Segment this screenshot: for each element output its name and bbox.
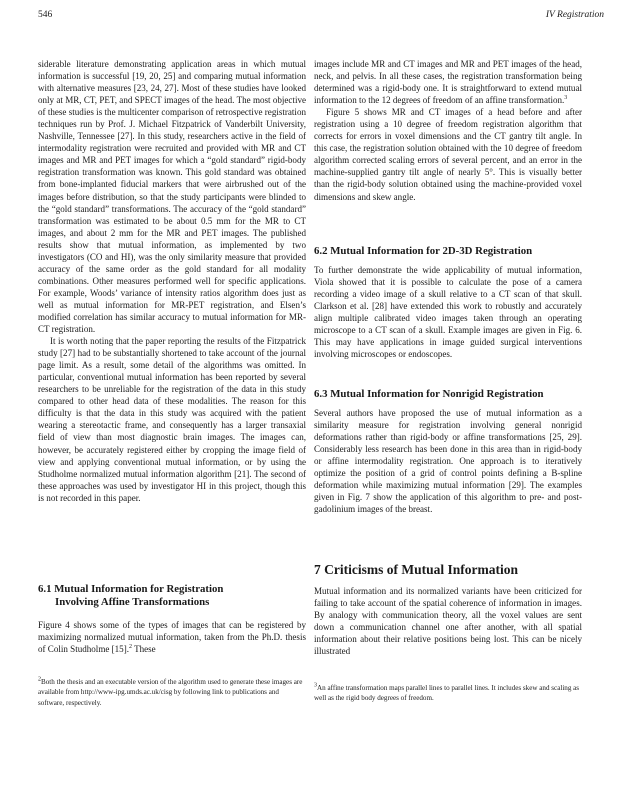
section-heading-6-1: [38, 583, 306, 609]
left-column: [38, 58, 306, 504]
body-paragraph: Mutual information and its normalized variants have been criticized for failing to take account of the spatial coherence of information in images. By analogy with communication theory, all the voxel values are sent down a communication channel one after another, with all spatial information about their relative positions being lost. This can be nicely illustrated: [314, 586, 582, 657]
body-paragraph: To further demonstrate the wide applicability of mutual information, Viola showed that it is possible to calculate the pose of a camera recording a video image of a skull relative to a CT scan of that skull. Clarkson et al. [28] have extended this work to robustly and accurately align multiple calibrated video images taken through an operating microscope to a CT scan of a skull. Example images are given in Fig. 6. This may have applications in image guided surgical interventions involving microscopes or endoscopes.: [314, 265, 582, 360]
footnote-mark: 3: [314, 682, 317, 689]
footnote-text: An affine transformation maps parallel lines to parallel lines. It includes skew and scaling as well as the rigid body degrees of freedom.: [314, 684, 580, 703]
body-paragraph: It is worth noting that the paper reporting the results of the Fitzpatrick study [27] had to be substantially shortened to take account of the journal page limit. As a result, some detail of the algorithms was omitted. In particular, conventional mutual information has been reported by several researchers to be unreliable for the registration of the data in this study compared to other head data of these modalities. The reason for this difficulty is that the data in this study was acquired with the patient wearing a stereotactic frame, and consequently has a larger transaxial field of view than most diagnostic brain images. The images can, however, be accurately registered either by cropping the image field of view and applying conventional mutual information, or by using the Studholme normalized mutual information algorithm [21]. The second of these approaches was used by investigator HI in this project, though this is not recorded in this paper.: [38, 336, 306, 503]
section-heading-line: Involving Affine Transformations: [55, 596, 210, 608]
left-column-continued: [38, 619, 306, 655]
page-number: 546: [38, 10, 53, 20]
section-heading-6-3: 6.3 Mutual Information for Nonrigid Registration: [314, 388, 544, 400]
footnote-2: [38, 677, 306, 708]
body-paragraph: siderable literature demonstrating application areas in which mutual information is successful [19, 20, 25] and comparing mutual information with alternative measures [23, 24, 27]. Most of these studies have looked only at MR, CT, PET, and SPECT images of the head. The most objective of these studies is the multicenter comparison of retrospective registration techniques run by Prof. J. Michael Fitzpatrick of Vanderbilt University, Nashville, Tennessee [27]. In this study, researchers active in the field of intermodality registration were recruited and provided with MR and CT images and MR and PET images for which a “gold standard” rigid-body registration transformation was known. This gold standard was obtained from bone-implanted fiducial markers that were airbrushed out of the images before distribution, so that the study participants were blinded to the “gold standard” transformations. The accuracy of the “gold standard” transformation was estimated to be about 0.5 mm for the MR to CT images, and about 2 mm for the MR and PET images. The published results show that mutual information, as implemented by two investigators (CO and HI), was the only similarity measure that provided accuracy of the same order as the gold standard for all modality combinations. Other measures performed well for specific applications. For example, Woods’ variance of intensity ratios algorithm does just as well as mutual information for MR-PET registration, and Elsen’s modified correlation has similar accuracy to mutual information for MR-CT registration.: [38, 59, 306, 335]
footnote-mark: 2: [38, 676, 41, 683]
paragraph-text: images include MR and CT images and MR and PET images of the head, neck, and pelvis. In all these cases, the registration transformation being determined was a rigid-body one. It is straightforward to extend mutual information to the 12 degrees of freedom of an affine transformation.: [314, 59, 582, 106]
paragraph-text: Figure 4 shows some of the types of images that can be registered by maximizing normalized mutual information, taken from the Ph.D. thesis of Colin Studholme [15].: [38, 620, 306, 655]
body-paragraph: [38, 619, 306, 655]
running-head: IV Registration: [545, 10, 604, 20]
right-column-7: [314, 585, 582, 657]
right-column-6-2: [314, 264, 582, 360]
section-heading-line: 6.1 Mutual Information for Registration: [38, 583, 224, 595]
footnote-ref: 2: [128, 644, 132, 651]
body-paragraph: [314, 58, 582, 106]
right-column: [314, 58, 582, 203]
right-column-6-3: [314, 407, 582, 515]
section-heading-7: 7 Criticisms of Mutual Information: [314, 562, 518, 577]
body-paragraph: Figure 5 shows MR and CT images of a head before and after registration using a 10 degree of freedom registration algorithm that corrects for errors in voxel dimensions and the CT gantry tilt angle. In this case, the registration solution obtained with the 10 degree of freedom algorithm corrected scaling errors of several percent, and an error in the machine-supplied gantry tilt angle of nearly 5°. This is visually better than the rigid-body solution obtained using the machine-provided voxel dimensions and skew angle.: [314, 107, 582, 202]
body-paragraph: Several authors have proposed the use of mutual information as a similarity measure for registration involving general nonrigid deformations rather than rigid-body or affine transformations [25, 29]. Considerably less research has been done in this area than in rigid-body or affine intermodality registration. One approach is to iteratively optimize the position of a grid of control points defining a B-spline deformation while maximizing mutual information [29]. The examples given in Fig. 7 show the application of this algorithm to pre- and post-gadolinium images of the breast.: [314, 408, 582, 515]
footnote-ref: 3: [564, 95, 568, 102]
paragraph-text: These: [131, 644, 156, 655]
section-heading-6-2: 6.2 Mutual Information for 2D-3D Registration: [314, 245, 533, 257]
footnote-3: [314, 683, 582, 704]
footnote-text: Both the thesis and an executable version of the algorithm used to generate these images are available from http://www-ipg.umds.ac.uk/cisg by following link to publications and software, respectively.: [38, 678, 303, 707]
page-header: [38, 10, 604, 26]
